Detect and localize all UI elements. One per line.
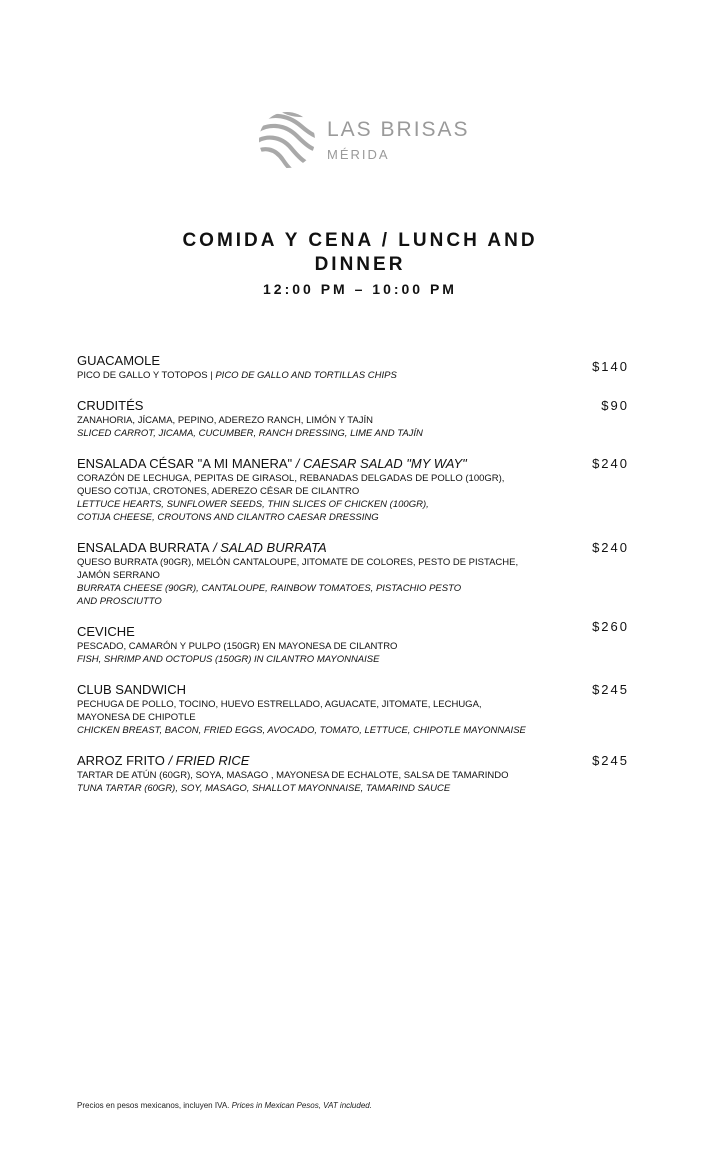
menu-item-description-es-text: QUESO BURRATA (90GR), MELÓN CANTALOUPE, JITOMATE DE COLORES, PESTO DE PISTACHE, JAMÓN SERRANO <box>77 557 519 581</box>
menu-item-description-es <box>77 472 629 498</box>
menu-header <box>150 229 570 299</box>
menu-item-name <box>77 752 629 769</box>
brand-name: LAS BRISAS <box>327 118 470 141</box>
menu-item-name <box>77 397 629 414</box>
menu-item-price: $260 <box>592 619 629 634</box>
brand-logo <box>257 110 477 172</box>
menu-item-name-es: ENSALADA BURRATA <box>77 540 210 555</box>
menu-item-name-es: ARROZ FRITO <box>77 753 165 768</box>
brand-wordmark <box>327 118 470 165</box>
menu-item-description-en: LETTUCE HEARTS, SUNFLOWER SEEDS, THIN SLICES OF CHICKEN (100GR), COTIJA CHEESE, CROUTONS AND CILANTRO CAESAR DRESSING <box>77 499 429 523</box>
menu-item-name-es: CEVICHE <box>77 624 135 639</box>
menu-item-name <box>77 623 629 640</box>
menu-item-name-es: GUACAMOLE <box>77 353 161 368</box>
menu-item-description-en: FISH, SHRIMP AND OCTOPUS (150GR) IN CILANTRO MAYONNAISE <box>77 654 380 665</box>
menu-item-description-en: SLICED CARROT, JICAMA, CUCUMBER, RANCH DRESSING, LIME AND TAJÍN <box>77 428 423 439</box>
price-note-es: Precios en pesos mexicanos, incluyen IVA. <box>77 1101 232 1110</box>
menu-item-name-en: / SALAD BURRATA <box>209 540 327 555</box>
menu-item-description-es <box>77 369 629 382</box>
menu-item-name-en: / FRIED RICE <box>164 753 250 768</box>
menu-item <box>77 352 629 382</box>
menu-item-name-es: CLUB SANDWICH <box>77 682 187 697</box>
menu-item-description-es <box>77 414 629 427</box>
menu-item-description-en: BURRATA CHEESE (90GR), CANTALOUPE, RAINBOW TOMATOES, PISTACHIO PESTO AND PROSCIUTTO <box>77 583 462 607</box>
menu-item-name <box>77 455 629 472</box>
menu-item-description-es-text: CORAZÓN DE LECHUGA, PEPITAS DE GIRASOL, REBANADAS DELGADAS DE POLLO (100GR), QUESO COTIJA, CROTONES, ADEREZO CÉSAR DE CILANTRO <box>77 473 505 497</box>
service-hours: 12:00 PM – 10:00 PM <box>263 281 457 297</box>
price-note-en: Prices in Mexican Pesos, VAT included. <box>231 1101 372 1110</box>
menu-item-name-es: CRUDITÉS <box>77 398 144 413</box>
brand-city: MÉRIDA <box>327 147 390 162</box>
page-title: COMIDA Y CENA / LUNCH AND DINNER <box>182 230 538 275</box>
menu-item-description-en-inline: PICO DE GALLO AND TORTILLAS CHIPS <box>215 370 397 381</box>
menu-item-price: $245 <box>592 682 629 697</box>
menu-item-name <box>77 352 629 369</box>
wave-icon <box>257 110 317 170</box>
menu-item-description-es <box>77 698 629 724</box>
menu-item-description-es-text: PICO DE GALLO Y TOTOPOS | <box>77 370 216 381</box>
menu-item-price: $140 <box>592 359 629 374</box>
menu-item <box>77 619 629 666</box>
menu-item-price: $245 <box>592 753 629 768</box>
menu-item <box>77 752 629 795</box>
menu-item-description-es-text: PECHUGA DE POLLO, TOCINO, HUEVO ESTRELLADO, AGUACATE, JITOMATE, LECHUGA, MAYONESA DE CHIPOTLE <box>77 699 482 723</box>
price-note <box>77 1100 372 1112</box>
menu-item-price: $90 <box>601 398 629 413</box>
menu-list <box>77 352 629 810</box>
menu-item-name-es: ENSALADA CÉSAR "A MI MANERA" <box>77 456 293 471</box>
menu-item-description-es <box>77 769 629 782</box>
menu-item <box>77 397 629 440</box>
menu-item <box>77 539 629 608</box>
menu-item-description-es-text: ZANAHORIA, JÍCAMA, PEPINO, ADEREZO RANCH, LIMÓN Y TAJÍN <box>77 415 373 426</box>
menu-item-name-en: / CAESAR SALAD "MY WAY" <box>292 456 467 471</box>
menu-item-price: $240 <box>592 540 629 555</box>
menu-item-name <box>77 539 629 556</box>
menu-item-price: $240 <box>592 456 629 471</box>
menu-item-description-es-text: TARTAR DE ATÚN (60GR), SOYA, MASAGO , MAYONESA DE ECHALOTE, SALSA DE TAMARINDO <box>77 770 509 781</box>
menu-item-description-es <box>77 556 629 582</box>
menu-item-name <box>77 681 629 698</box>
menu-item <box>77 681 629 737</box>
menu-item <box>77 455 629 524</box>
menu-item-description-en: CHICKEN BREAST, BACON, FRIED EGGS, AVOCADO, TOMATO, LETTUCE, CHIPOTLE MAYONNAISE <box>77 725 526 736</box>
menu-item-description-es-text: PESCADO, CAMARÓN Y PULPO (150GR) EN MAYONESA DE CILANTRO <box>77 641 398 652</box>
menu-item-description-es <box>77 640 629 653</box>
menu-item-description-en: TUNA TARTAR (60GR), SOY, MASAGO, SHALLOT MAYONNAISE, TAMARIND SAUCE <box>77 783 451 794</box>
